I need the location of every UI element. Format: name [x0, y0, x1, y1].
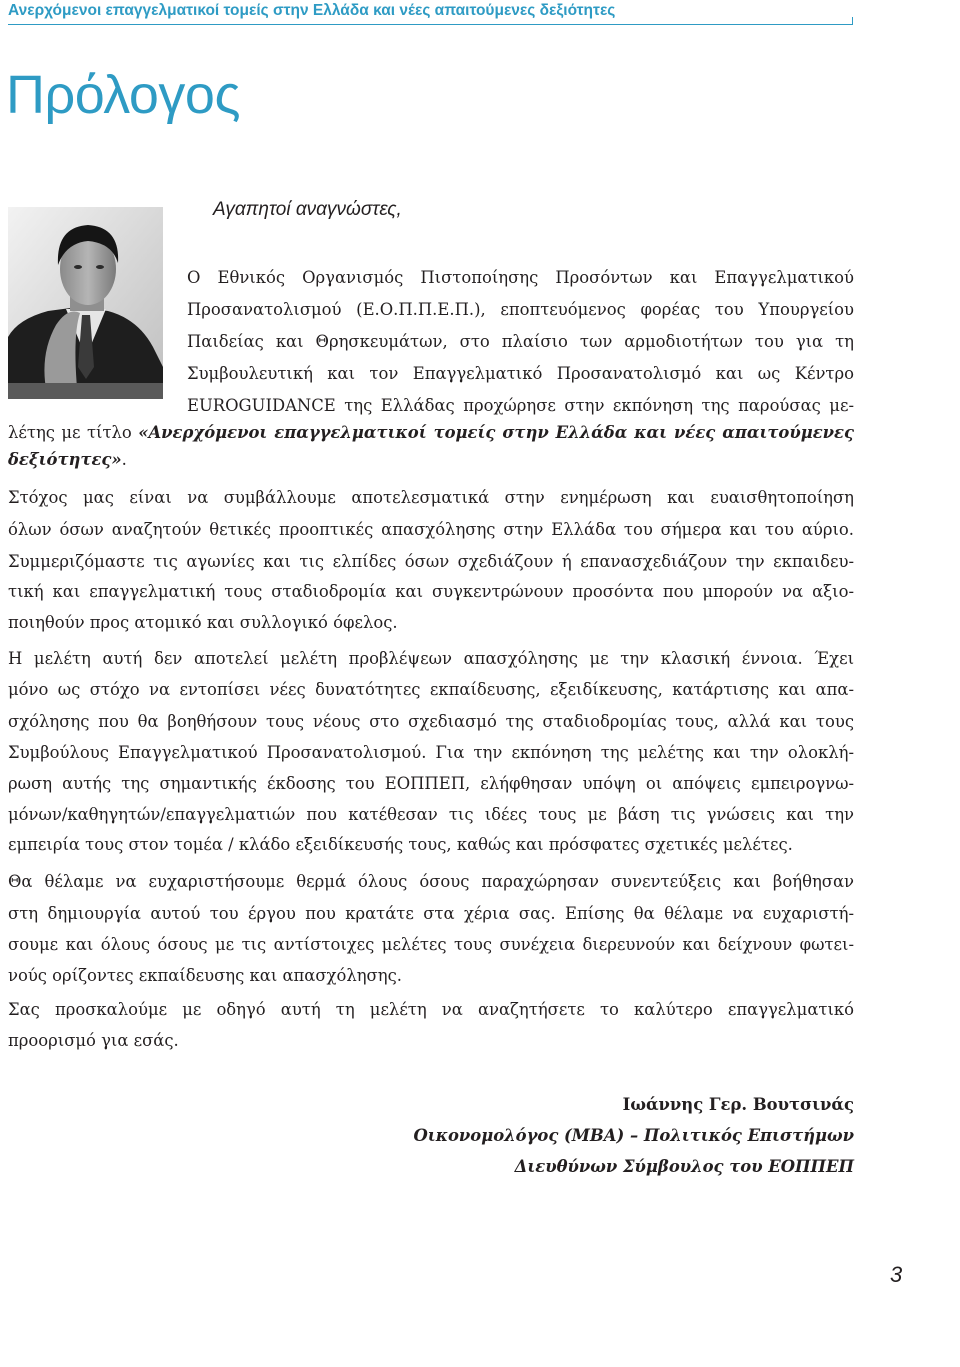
study-title: «Ανερχόμενοι επαγγελματικοί τομείς στην Ελλάδα και νέες απαιτούμενες — [138, 423, 854, 442]
paragraph-line: Ο Εθνικός Οργανισμός Πιστοποίησης Προσόντων και Επαγγελματικού — [187, 268, 854, 287]
paragraph-line — [8, 421, 854, 445]
paragraph-line: προορισμό για εσάς. — [8, 1031, 179, 1050]
paragraph-line: Η μελέτη αυτή δεν αποτελεί μελέτη προβλέψεων απασχόλησης με την κλασική έννοια. Έχει — [8, 649, 854, 668]
page-title: Πρόλογος — [6, 65, 240, 125]
paragraph-line: ρωση αυτής της σημαντικής έκδοσης του ΕΟΠΠΕΠ, ελήφθησαν υπόψη οι απόψεις εμπειρογνω- — [8, 774, 854, 793]
paragraph-line: Στόχος μας είναι να συμβάλλουμε αποτελεσματικά στην ενημέρωση και ευαισθητοποίηση — [8, 488, 854, 507]
paragraph-line: ποιηθούν προς ατομικό και συλλογικό όφελος. — [8, 613, 398, 632]
paragraph-line: σχόλησης που θα βοηθήσουν τους νέους στο σχεδιασμό της σταδιοδρομίας τους, αλλά και τους — [8, 712, 854, 731]
page-number: 3 — [890, 1262, 903, 1287]
signature-title: Οικονομολόγος (MBA) – Πολιτικός Επιστήμων — [413, 1126, 854, 1145]
paragraph-line: Συμβούλους Επαγγελματικού Προσανατολισμού. Για την εκπόνηση της μελέτης και την ολοκλή- — [8, 743, 854, 762]
paragraph-line: Θα θέλαμε να ευχαριστήσουμε θερμά όλους όσους παραχώρησαν συνεντεύξεις και βοήθησαν — [8, 872, 854, 891]
paragraph-line — [8, 448, 854, 472]
header-rule-tick — [852, 17, 853, 25]
paragraph-line: μόνων/καθηγητών/επαγγελματιών που κατέθεσαν τις ιδέες τους με βάση τις γνώσεις και την — [8, 805, 854, 824]
paragraph-line: Προσανατολισμού (Ε.Ο.Π.Π.Ε.Π.), εποπτευόμενος φορέας του Υπουργείου — [187, 300, 854, 319]
paragraph-line: μόνο ως στόχο να εντοπίσει νέες δυνατότητες εκπαίδευσης, εξειδίκευσης, κατάρτισης και απα- — [8, 680, 854, 699]
author-portrait — [8, 207, 163, 399]
paragraph-line: Συμμεριζόμαστε τις αγωνίες και τις ελπίδες όσων σχεδιάζουν ή επανασχεδιάζουν την εκπαιδευ- — [8, 552, 854, 571]
paragraph-line: όλων όσων αναζητούν θετικές προοπτικές απασχόλησης στην Ελλάδα του σήμερα και του αύριο. — [8, 520, 854, 539]
running-header: Ανερχόμενοι επαγγελματικοί τομείς στην Ελλάδα και νέες απαιτούμενες δεξιότητες — [8, 2, 616, 19]
paragraph-line: σουμε και όλους όσους με τις αντίστοιχες μελέτες τους συνέχεια διερευνούν και δείχνουν φωτει- — [8, 935, 854, 954]
inline-text: λέτης με τίτλο — [8, 423, 139, 442]
paragraph-line: στη δημιουργία αυτού του έργου που κρατάτε στα χέρια σας. Επίσης θα θέλαμε να ευχαριστή- — [8, 904, 854, 923]
study-title-end: δεξιότητες» — [8, 450, 122, 469]
paragraph-line: Παιδείας και Θρησκευμάτων, στο πλαίσιο των αρμοδιοτήτων του για τη — [187, 332, 854, 351]
salutation: Αγαπητοί αναγνώστες, — [213, 199, 402, 220]
paragraph-line: Συμβουλευτική και τον Επαγγελματικό Προσανατολισμό και ως Κέντρο — [187, 364, 854, 383]
signature-name: Ιωάννης Γερ. Βουτσινάς — [622, 1095, 854, 1114]
inline-text: . — [121, 450, 127, 469]
paragraph-line: EUROGUIDANCE της Ελλάδας προχώρησε στην εκπόνηση της παρούσας με- — [187, 396, 854, 415]
paragraph-line: νούς ορίζοντες εκπαίδευσης και απασχόλησης. — [8, 966, 402, 985]
paragraph-line: Σας προσκαλούμε με οδηγό αυτή τη μελέτη να αναζητήσετε το καλύτερο επαγγελματικό — [8, 1000, 854, 1019]
signature-position: Διευθύνων Σύμβουλος του ΕΟΠΠΕΠ — [514, 1157, 854, 1176]
paragraph-line: τική και επαγγελματική τους σταδιοδρομία και συγκεντρώνουν προσόντα που μπορούν να αξιο- — [8, 582, 854, 601]
paragraph-line: εμπειρία τους στον τομέα / κλάδο εξειδίκευσής τους, καθώς και πρόσφατες σχετικές μελέτες. — [8, 835, 793, 854]
header-rule — [8, 24, 853, 25]
